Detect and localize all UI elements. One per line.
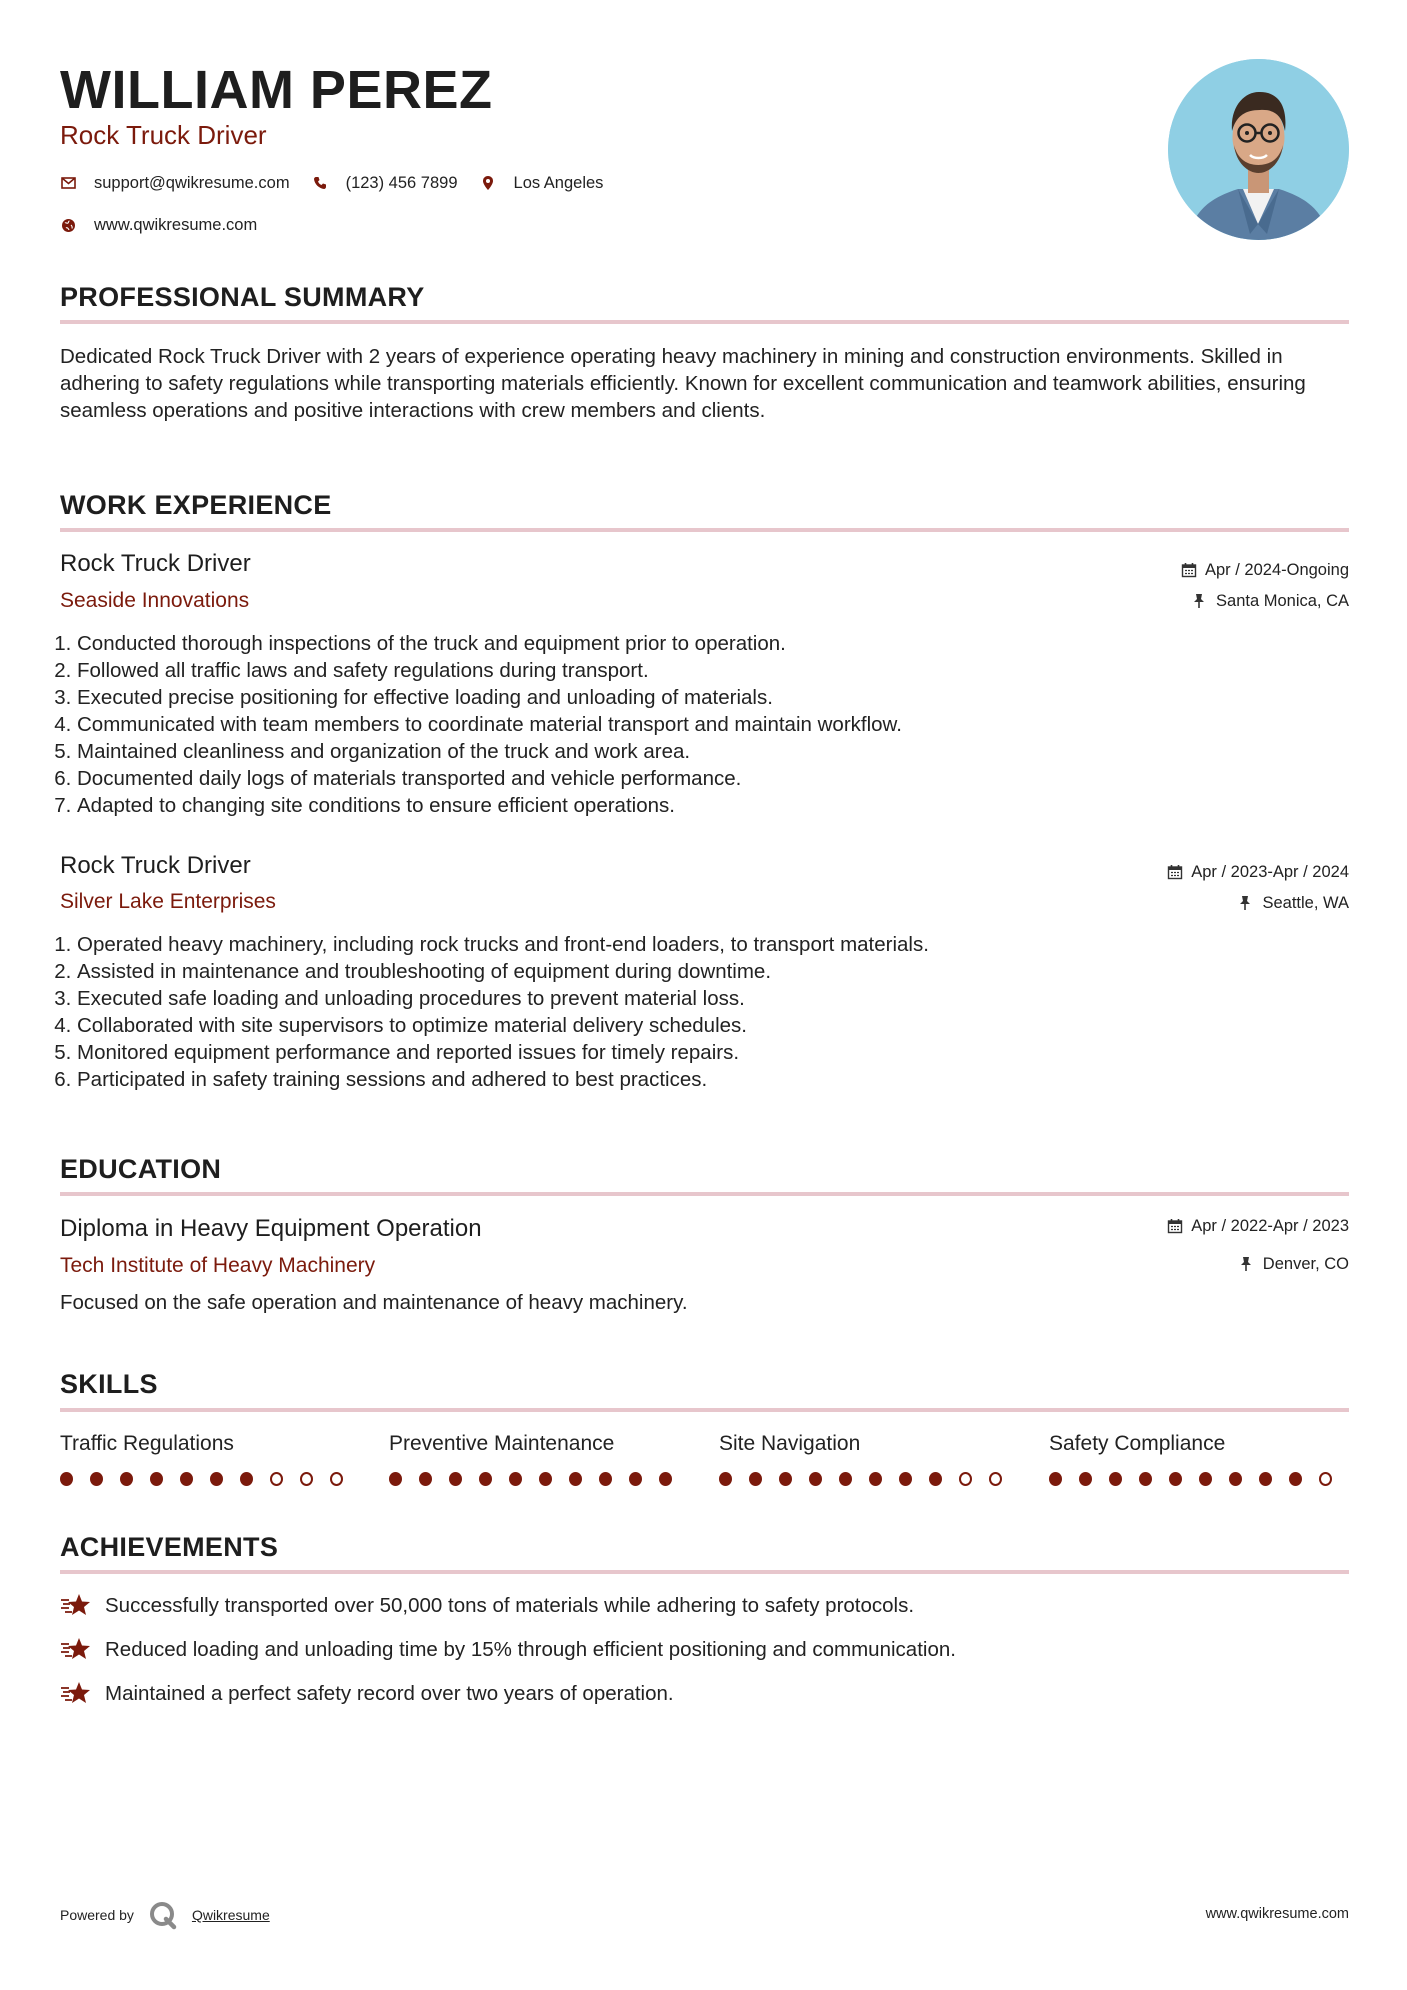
skill-dot-filled [150, 1472, 163, 1486]
achievement-item [60, 1592, 914, 1620]
contact-location [480, 174, 604, 193]
education-divider [60, 1192, 1349, 1196]
phone-text: (123) 456 7899 [345, 173, 458, 192]
skill-dot-filled [509, 1472, 522, 1486]
skill-dot-filled [389, 1472, 402, 1486]
skill-dot-filled [539, 1472, 552, 1486]
qwikresume-logo-icon [148, 1900, 178, 1930]
skill-dot-filled [1109, 1472, 1122, 1486]
skill-dot-filled [1229, 1472, 1242, 1486]
achievement-text: Maintained a perfect safety record over two years of operation. [105, 1682, 674, 1705]
skill-dot-filled [569, 1472, 582, 1486]
job-dates [1167, 861, 1349, 883]
candidate-role: Rock Truck Driver [60, 120, 267, 150]
skill-dot-filled [839, 1472, 852, 1486]
job-company: Seaside Innovations [60, 589, 250, 612]
achievement-item [60, 1680, 674, 1708]
job-location [1238, 892, 1349, 914]
job-title: Rock Truck Driver [60, 852, 251, 879]
skill-dot-empty [1319, 1472, 1332, 1486]
skill-dot-filled [929, 1472, 942, 1486]
skill-dot-filled [60, 1472, 73, 1486]
skill-dot-filled [1199, 1472, 1212, 1486]
location-text: Los Angeles [513, 173, 604, 192]
footer-website[interactable]: www.qwikresume.com [1205, 1906, 1349, 1922]
skill-dot-filled [629, 1472, 642, 1486]
contact-email[interactable] [60, 174, 290, 193]
candidate-name: WILLIAM PEREZ [60, 60, 493, 120]
job-dates-text: Apr / 2024-Ongoing [1204, 561, 1349, 579]
skill-dot-filled [749, 1472, 762, 1486]
skills-divider [60, 1408, 1349, 1412]
skill-dot-filled [899, 1472, 912, 1486]
job-bullet: 1. Conducted thorough inspections of the truck and equipment prior to operation. [77, 630, 902, 657]
achievement-item [60, 1636, 956, 1664]
skill-item [719, 1430, 1019, 1486]
job-title: Rock Truck Driver [60, 550, 251, 577]
skill-dot-filled [1289, 1472, 1302, 1486]
skill-dot-filled [449, 1472, 462, 1486]
skill-dot-filled [1049, 1472, 1062, 1486]
skill-dot-empty [989, 1472, 1002, 1486]
powered-by-text: Powered by [60, 1907, 134, 1923]
job-company: Silver Lake Enterprises [60, 890, 276, 913]
skill-dot-filled [719, 1472, 732, 1486]
skill-name: Site Navigation [719, 1432, 861, 1455]
job-bullet: 4. Collaborated with site supervisors to optimize material delivery schedules. [77, 1012, 929, 1039]
education-dates [1167, 1215, 1349, 1237]
pushpin-icon [1192, 593, 1208, 609]
calendar-icon [1167, 1218, 1183, 1234]
skill-dot-filled [240, 1472, 253, 1486]
skill-name: Preventive Maintenance [389, 1432, 615, 1455]
job-location-text: Santa Monica, CA [1216, 592, 1349, 610]
summary-heading: PROFESSIONAL SUMMARY [60, 282, 425, 312]
contact-row [60, 171, 625, 195]
contact-phone[interactable] [312, 174, 458, 193]
skill-name: Traffic Regulations [60, 1432, 234, 1455]
education-dates-text: Apr / 2022-Apr / 2023 [1191, 1217, 1349, 1235]
education-location [1239, 1253, 1349, 1275]
skill-dot-filled [599, 1472, 612, 1486]
degree-title: Diploma in Heavy Equipment Operation [60, 1215, 482, 1242]
education-description: Focused on the safe operation and maintenance of heavy machinery. [60, 1291, 688, 1314]
skill-dot-filled [1259, 1472, 1272, 1486]
summary-divider [60, 320, 1349, 324]
footer-powered-by [60, 1900, 270, 1930]
experience-divider [60, 528, 1349, 532]
job-bullet: 5. Monitored equipment performance and reported issues for timely repairs. [77, 1039, 929, 1066]
skill-dot-filled [180, 1472, 193, 1486]
achievement-text: Reduced loading and unloading time by 15% through efficient positioning and communication. [105, 1638, 956, 1661]
achievement-text: Successfully transported over 50,000 tons of materials while adhering to safety protocols. [105, 1594, 915, 1617]
contact-website[interactable] [60, 216, 257, 235]
education-heading: EDUCATION [60, 1154, 222, 1184]
skill-dot-filled [479, 1472, 492, 1486]
skill-item [1049, 1430, 1349, 1486]
skill-dot-filled [779, 1472, 792, 1486]
skill-rating [1049, 1472, 1349, 1486]
skill-dot-filled [120, 1472, 133, 1486]
email-text: support@qwikresume.com [94, 173, 290, 192]
skill-dot-filled [90, 1472, 103, 1486]
phone-icon [312, 175, 328, 191]
job-bullet: 2. Followed all traffic laws and safety regulations during transport. [77, 657, 902, 684]
job-dates [1181, 559, 1349, 581]
map-pin-icon [480, 175, 496, 191]
star-achievement-icon [60, 1680, 92, 1708]
job-location [1192, 590, 1349, 612]
skill-item [389, 1430, 689, 1486]
skills-heading: SKILLS [60, 1369, 158, 1399]
skill-dot-filled [1079, 1472, 1092, 1486]
calendar-icon [1167, 864, 1183, 880]
pushpin-icon [1239, 1256, 1255, 1272]
skill-dot-empty [270, 1472, 283, 1486]
achievements-divider [60, 1570, 1349, 1574]
qwikresume-link[interactable]: Qwikresume [191, 1907, 270, 1923]
job-dates-text: Apr / 2023-Apr / 2024 [1191, 863, 1349, 881]
job-bullets [52, 931, 929, 1093]
skill-dot-filled [419, 1472, 432, 1486]
job-bullets [52, 630, 902, 819]
website-row [60, 213, 279, 237]
job-bullet: 4. Communicated with team members to coordinate material transport and maintain workflow. [77, 711, 902, 738]
skill-name: Safety Compliance [1049, 1432, 1226, 1455]
job-bullet: 3. Executed precise positioning for effective loading and unloading of materials. [77, 684, 902, 711]
job-bullet: 2. Assisted in maintenance and troubleshooting of equipment during downtime. [77, 958, 929, 985]
education-location-text: Denver, CO [1262, 1255, 1349, 1273]
skill-dot-filled [210, 1472, 223, 1486]
job-bullet: 6. Participated in safety training sessions and adhered to best practices. [77, 1066, 929, 1093]
summary-text: Dedicated Rock Truck Driver with 2 years of experience operating heavy machinery in mining and construction environments. Skilled in adhering to safety regulations while transporting materials efficiently. Known for excellent communication and teamwork abilities, ensuring seamless operations and positive interactions with crew members and clients. [60, 345, 1306, 422]
job-bullet: 6. Documented daily logs of materials transported and vehicle performance. [77, 765, 902, 792]
skill-dot-filled [809, 1472, 822, 1486]
skill-dot-empty [959, 1472, 972, 1486]
star-achievement-icon [60, 1592, 92, 1620]
skill-dot-filled [659, 1472, 672, 1486]
job-bullet: 7. Adapted to changing site conditions to ensure efficient operations. [77, 792, 902, 819]
skill-rating [389, 1472, 689, 1486]
profile-photo [1168, 59, 1349, 240]
skill-dot-filled [869, 1472, 882, 1486]
achievements-heading: ACHIEVEMENTS [60, 1532, 279, 1562]
job-bullet: 3. Executed safe loading and unloading procedures to prevent material loss. [77, 985, 929, 1012]
job-location-text: Seattle, WA [1262, 894, 1349, 912]
school-name: Tech Institute of Heavy Machinery [60, 1254, 376, 1277]
website-text: www.qwikresume.com [94, 215, 258, 234]
skill-rating [60, 1472, 360, 1486]
experience-heading: WORK EXPERIENCE [60, 490, 332, 520]
skill-dot-filled [1169, 1472, 1182, 1486]
skill-dot-empty [300, 1472, 313, 1486]
globe-icon [60, 217, 76, 233]
skill-rating [719, 1472, 1019, 1486]
star-achievement-icon [60, 1636, 92, 1664]
skill-item [60, 1430, 360, 1486]
skill-dot-filled [1139, 1472, 1152, 1486]
calendar-icon [1181, 562, 1197, 578]
pushpin-icon [1238, 895, 1254, 911]
job-bullet: 1. Operated heavy machinery, including rock trucks and front-end loaders, to transport materials. [77, 931, 929, 958]
skill-dot-empty [330, 1472, 343, 1486]
job-bullet: 5. Maintained cleanliness and organization of the truck and work area. [77, 738, 902, 765]
envelope-icon [60, 175, 76, 191]
